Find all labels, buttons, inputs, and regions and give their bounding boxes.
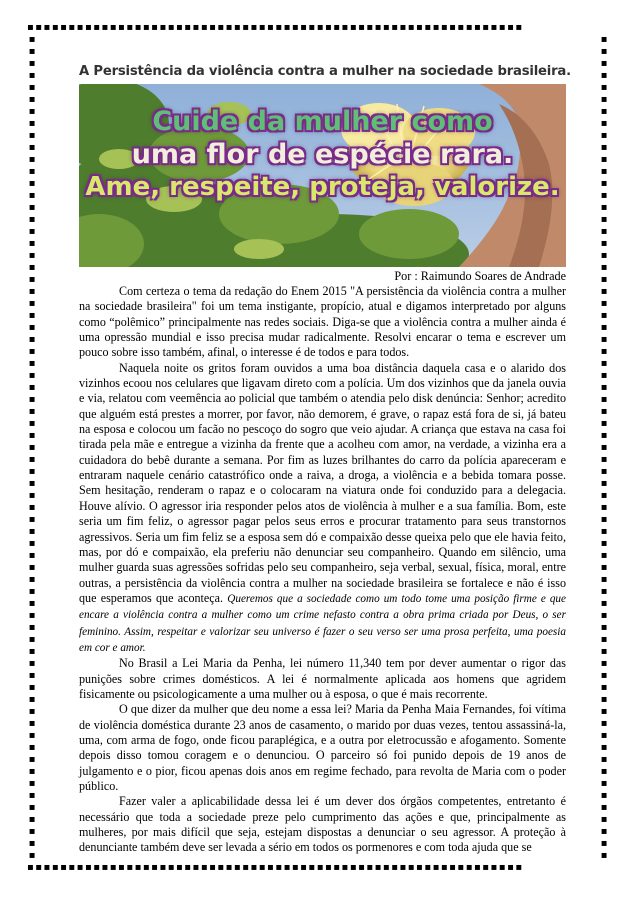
banner-text-line1: Cuide da mulher como [152,106,493,137]
border-bottom: ▪︎▪︎▪︎▪︎▪︎▪︎▪︎▪︎▪︎▪︎▪︎▪︎▪︎▪︎▪︎▪︎▪︎▪︎▪︎▪︎▪︎▪︎▪︎▪︎▪︎▪︎▪︎▪︎▪︎▪︎▪︎▪︎▪︎▪︎▪︎▪︎▪︎▪︎▪︎▪︎▪︎▪︎▪︎▪︎▪︎▪︎▪︎▪︎▪︎▪︎▪︎▪︎▪︎▪︎▪︎▪︎▪︎▪︎▪︎▪︎ [27,862,524,873]
document-content [79,62,571,856]
border-top: ▪︎▪︎▪︎▪︎▪︎▪︎▪︎▪︎▪︎▪︎▪︎▪︎▪︎▪︎▪︎▪︎▪︎▪︎▪︎▪︎▪︎▪︎▪︎▪︎▪︎▪︎▪︎▪︎▪︎▪︎▪︎▪︎▪︎▪︎▪︎▪︎▪︎▪︎▪︎▪︎▪︎▪︎▪︎▪︎▪︎▪︎▪︎▪︎▪︎▪︎▪︎▪︎▪︎▪︎▪︎▪︎▪︎▪︎▪︎▪︎ [27,22,524,33]
italic-passage: Queremos que a sociedade como um todo tome uma posição firme e que encare a violência contra a mulher como um crime nefasto contra a obra prima criada por Deus, o ser feminino. Assim, respeitar e valorizar seu universo é fazer o seu verso ser uma prosa perfeita, uma poesia em cor e amor. [79,592,566,654]
article-body [79,284,566,856]
border-left: ▪ ▪ ▪ ▪ ▪ ▪ ▪ ▪ ▪ ▪ ▪ ▪ ▪ ▪ ▪ ▪ ▪ ▪ ▪ ▪ ▪ ▪ ▪ ▪ ▪ ▪ ▪ ▪ ▪ ▪ ▪ ▪ ▪ ▪ ▪ ▪ ▪ ▪ ▪ ▪ ▪ ▪ ▪ ▪ ▪ ▪ ▪ ▪ ▪ ▪ ▪ ▪ ▪ ▪ ▪ ▪ ▪ ▪ ▪ ▪ ▪ ▪ ▪ ▪ ▪ ▪ ▪ ▪ ▪ [28,34,36,861]
banner-text-line2: uma flor de espécie rara. [131,139,514,170]
paragraph-5: Fazer valer a aplicabilidade dessa lei é um dever dos órgãos competentes, entretanto é necessário que toda a sociedade preze pelo cumprimento das ações e que, principalmente as mulheres, por mais difícil que seja, estejam dispostas a denunciar o seu agressor. A proteção à denunciante também deve ser levada a sério em todos os pormenores e com toda ajuda que se [79,794,566,855]
paragraph-1: Com certeza o tema da redação do Enem 2015 "A persistência da violência contra a mulher na sociedade brasileira" foi um tema instigante, propício, atual e digamos interpretado por alguns como “polêmico” principalmente nas redes sociais. Diga-se que a violência contra a mulher ainda é uma opressão mundial e isso precisa mudar radicalmente. Resolvi encarar o tema e escrever um pouco sobre isso também, afinal, o interesse é de todos e para todos. [79,284,566,360]
banner-image [79,84,566,267]
paragraph-4: O que dizer da mulher que deu nome a essa lei? Maria da Penha Maia Fernandes, foi vítima de violência doméstica durante 23 anos de casamento, o marido por duas vezes, tentou assassiná-la, uma, com arma de fogo, onde ficou paraplégica, e a outra por eletrocussão e afogamento. Somente depois disso tomou coragem e o denunciou. O parceiro só foi punido depois de 19 anos de julgamento e o pior, ficou apenas dois anos em regime fechado, para revolta de Maria com o poder público. [79,702,566,793]
paragraph-2 [79,361,566,657]
banner-text-line3: Ame, respeite, proteja, valorize. [85,172,560,202]
paragraph-3: No Brasil a Lei Maria da Penha, lei número 11,340 tem por dever aumentar o rigor das punições sobre crimes domésticos. A lei é normalmente aplicada aos homens que agridem fisicamente ou psicologicamente a uma mulher ou à esposa, o que é mais recorrente. [79,656,566,701]
paragraph-2-text: Naquela noite os gritos foram ouvidos a uma boa distância daquela casa e o alarido dos vizinhos ecoou nos celulares que ligavam direto com a polícia. Um dos vizinhos que da janela ouvia e via, relatou com veemência ao policial que também o atendia pelo disk denúncia: Senhor; acredito que alguém está prestes a morrer, por favor, não demorem, é grave, o rapaz está fora de si, já bateu na esposa e colocou um facão no pescoço do sogro que veio ajudar. A criança que estava na casa foi tirada pela mãe e entregue a vizinha da frente que a acolheu com amor, na verdade, a vizinha era a cuidadora do bebê durante a semana. Por fim as luzes brilhantes do carro da polícia apareceram e entraram naquele cenário catastrófico onde a raiva, a droga, a violência e a bebida tomara posse. Sem hesitação, renderam o rapaz e o colocaram na viatura onde foi conduzido para a delegacia. Houve alívio. O agressor iria responder pelos atos de violência à mulher e a sua família. Bom, este seria um fim feliz, o agressor pagar pelos seus erros e procurar tratamento para seus transtornos agressivos. Seria um fim feliz se a esposa sem dó e compaixão desse queixa pelo que ele havia feito, mas, por dó e compaixão, ela preferiu não denunciar seu companheiro. Quando em silêncio, uma mulher guarda suas agressões sofridas pelo seu companheiro, seja verbal, sexual, física, moral, entre outras, a persistência da violência contra a mulher na sociedade brasileira se fortalece e não é isso que esperamos que aconteça. [79,360,566,605]
author-byline: Por : Raimundo Soares de Andrade [394,269,566,283]
border-right: ▪ ▪ ▪ ▪ ▪ ▪ ▪ ▪ ▪ ▪ ▪ ▪ ▪ ▪ ▪ ▪ ▪ ▪ ▪ ▪ ▪ ▪ ▪ ▪ ▪ ▪ ▪ ▪ ▪ ▪ ▪ ▪ ▪ ▪ ▪ ▪ ▪ ▪ ▪ ▪ ▪ ▪ ▪ ▪ ▪ ▪ ▪ ▪ ▪ ▪ ▪ ▪ ▪ ▪ ▪ ▪ ▪ ▪ ▪ ▪ ▪ ▪ ▪ ▪ ▪ ▪ ▪ ▪ ▪ [600,34,608,861]
document-title: A Persistência da violência contra a mulher na sociedade brasileira. [79,64,571,79]
